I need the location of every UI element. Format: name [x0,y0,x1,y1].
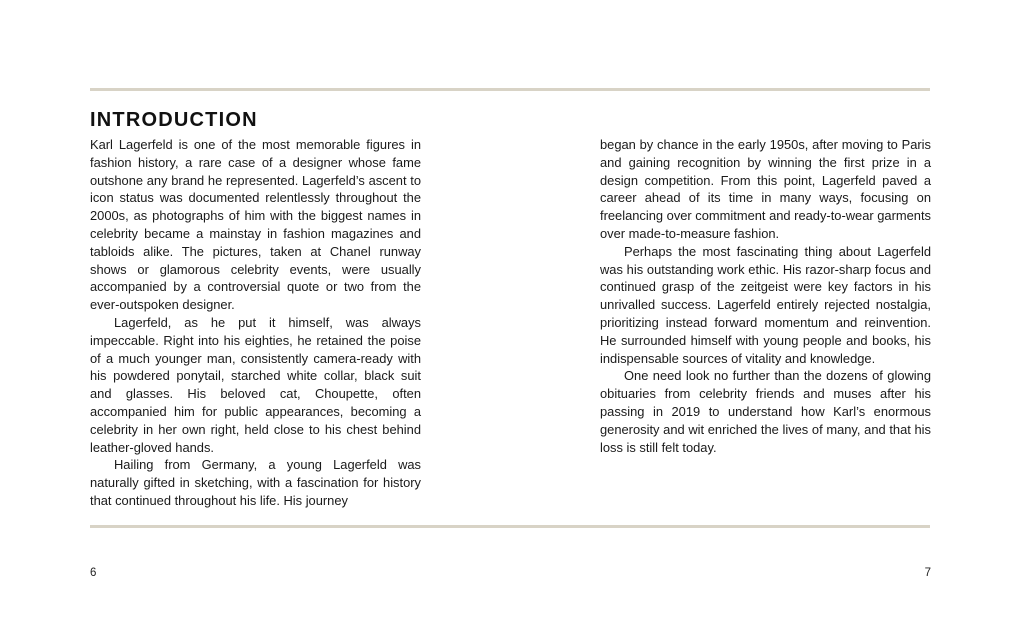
bottom-rule [90,525,930,528]
paragraph: Lagerfeld, as he put it himself, was always impeccable. Right into his eighties, he retained the poise of a much younger man, consistently camera-ready with his powdered ponytail, starched white collar, black suit and glasses. His beloved cat, Choupette, often accompanied him for public appearances, becoming a celebrity in her own right, held close to his chest behind leather-gloved hands. [90,314,421,455]
page-number-left: 6 [90,567,97,579]
paragraph: Karl Lagerfeld is one of the most memorable figures in fashion history, a rare case of a designer whose fame outshone any brand he represented. Lagerfeld’s ascent to icon status was documented relentlessly throughout the 2000s, as photographs of him with the biggest names in celebrity became a mainstay in fashion magazines and tabloids alike. The pictures, taken at Chanel runway shows or glamorous celebrity events, were usually accompanied by a controversial quote or two from the ever-outspoken designer. [90,137,421,313]
paragraph-continued: began by chance in the early 1950s, after moving to Paris and gaining recognition by winning the first prize in a design competition. From this point, Lagerfeld paved a career ahead of its time in many ways, focusing on freelancing over commitment and ready-to-wear garments over made-to-measure fashion. [600,137,932,241]
left-column [90,136,421,510]
page-number-right: 7 [924,567,931,579]
right-column [600,136,931,456]
paragraph: Perhaps the most fascinating thing about Lagerfeld was his outstanding work ethic. His razor-sharp focus and continued grasp of the zeitgeist were key factors in his unrivalled success. Lagerfeld entirely rejected nostalgia, prioritizing instead forward momentum and reinvention. He surrounded himself with young people and books, his indispensable sources of vitality and knowledge. [600,243,931,366]
page-title: INTRODUCTION [90,109,258,131]
top-rule [90,88,930,91]
paragraph: One need look no further than the dozens of glowing obituaries from celebrity friends and muses after his passing in 2019 to understand how Karl’s enormous generosity and wit enriched the lives of many, and that his loss is still felt today. [600,368,931,455]
paragraph: Hailing from Germany, a young Lagerfeld was naturally gifted in sketching, with a fascination for history that continued throughout his life. His journey [90,457,421,508]
